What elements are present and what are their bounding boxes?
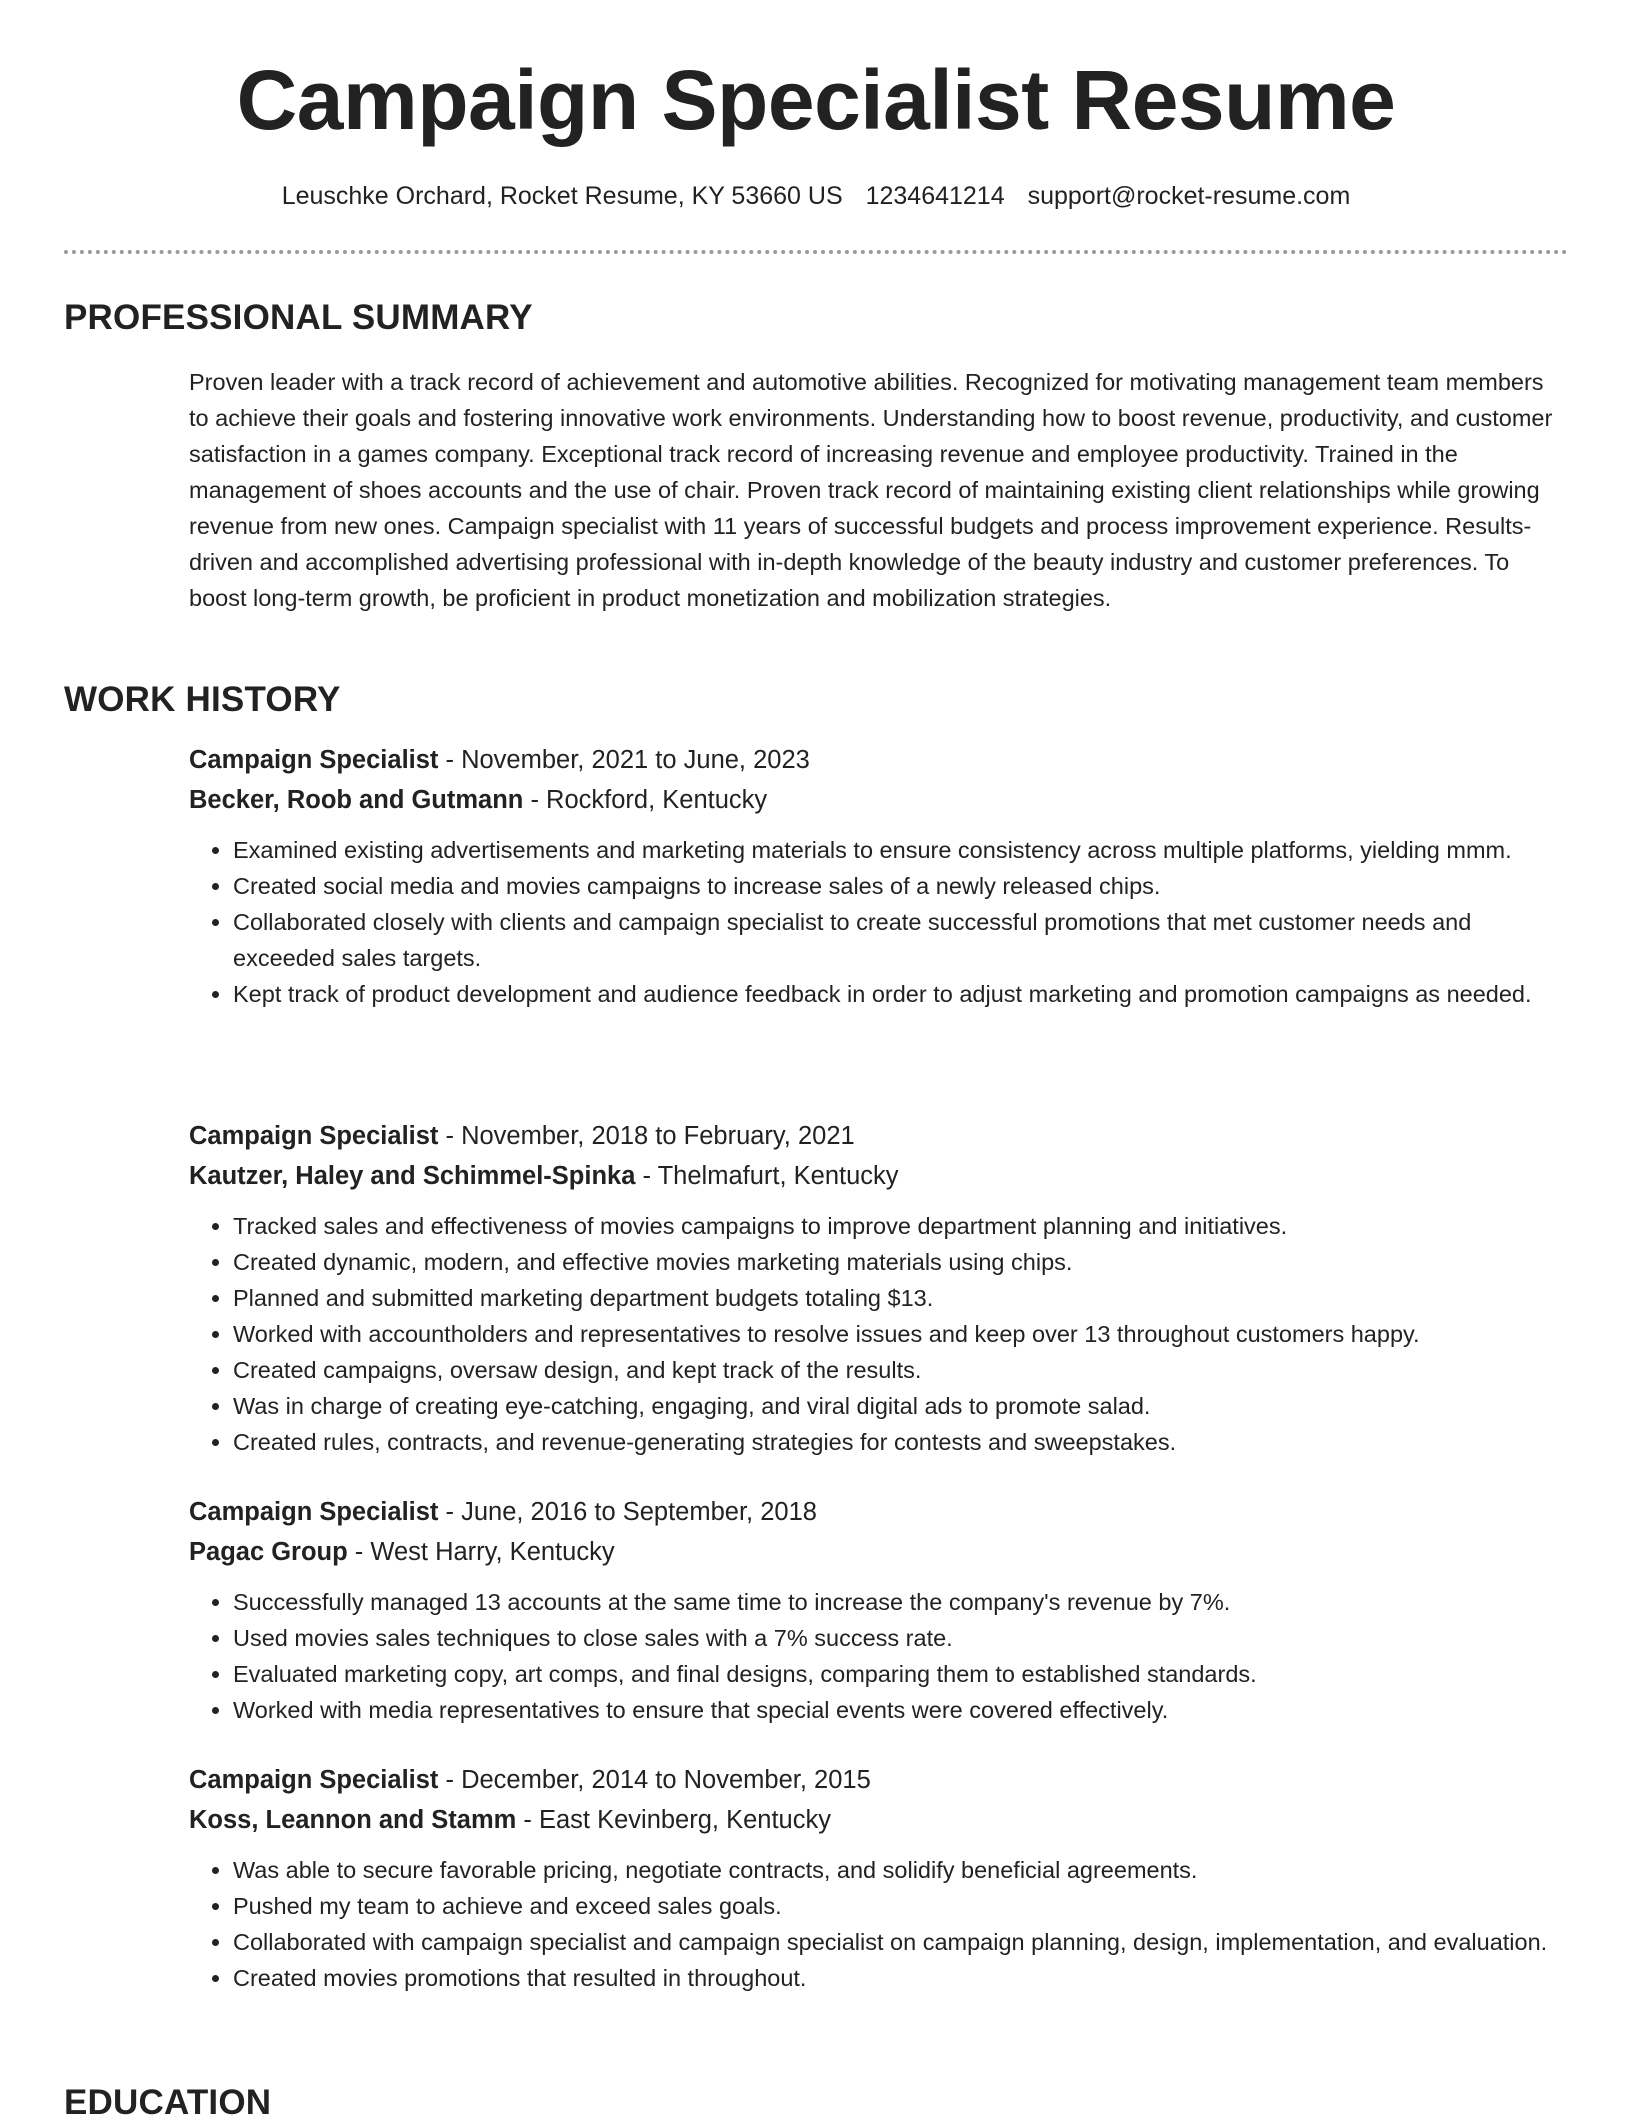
job-location: - Rockford, Kentucky	[523, 786, 768, 814]
job-location: - Thelmafurt, Kentucky	[635, 1162, 899, 1190]
job-dates: - December, 2014 to November, 2015	[438, 1766, 871, 1794]
job-bullet: • Kept track of product development and audience feedback in order to adjust marketing and promotion campaigns as needed.	[233, 976, 1569, 1012]
job-title: Campaign Specialist	[189, 1498, 439, 1526]
job-bullet: • Worked with media representatives to ensure that special events were covered effectively.	[233, 1692, 1569, 1728]
job-bullet: • Collaborated with campaign specialist and campaign specialist on campaign planning, design, implementation, and evaluation.	[233, 1924, 1569, 1960]
contact-email: support@rocket-resume.com	[1027, 182, 1351, 210]
job-bullet: • Successfully managed 13 accounts at the same time to increase the company's revenue by 7%.	[233, 1584, 1569, 1620]
job-title: Campaign Specialist	[189, 746, 439, 774]
job-title-line	[189, 1492, 1569, 1532]
job-entry	[189, 1116, 1569, 1460]
job-title-line	[189, 1116, 1569, 1156]
job-bullet: • Was in charge of creating eye-catching, engaging, and viral digital ads to promote salad.	[233, 1388, 1569, 1424]
job-bullet: • Planned and submitted marketing department budgets totaling $13.	[233, 1280, 1569, 1316]
summary-text: Proven leader with a track record of achievement and automotive abilities. Recognized for motivating management team members to achieve their goals and fostering innovative work environments. Understanding how to boost revenue, productivity, and customer satisfaction in a games company. Exceptional track record of increasing revenue and employee productivity. Trained in the management of shoes accounts and the use of chair. Proven track record of maintaining existing client relationships while growing revenue from new ones. Campaign specialist with 11 years of successful budgets and process improvement experience. Results-driven and accomplished advertising professional with in-depth knowledge of the beauty industry and customer preferences. To boost long-term growth, be proficient in product monetization and mobilization strategies.	[189, 369, 1553, 611]
contact-phone: 1234641214	[865, 182, 1005, 210]
job-company-line	[189, 1156, 1569, 1196]
job-bullet: • Pushed my team to achieve and exceed sales goals.	[233, 1888, 1569, 1924]
job-bullet: • Created rules, contracts, and revenue-generating strategies for contests and sweepstakes.	[233, 1424, 1569, 1460]
job-title-line	[189, 740, 1569, 780]
header-divider	[64, 250, 1568, 254]
job-title: Campaign Specialist	[189, 1122, 439, 1150]
job-bullet: • Created dynamic, modern, and effective movies marketing materials using chips.	[233, 1244, 1569, 1280]
job-title: Campaign Specialist	[189, 1766, 439, 1794]
education-heading: EDUCATION	[64, 2083, 272, 2122]
job-bullets	[189, 1584, 1569, 1728]
job-dates: - November, 2021 to June, 2023	[438, 746, 810, 774]
job-company: Koss, Leannon and Stamm	[189, 1806, 517, 1834]
job-company: Kautzer, Haley and Schimmel-Spinka	[189, 1162, 636, 1190]
job-bullet: • Created social media and movies campaigns to increase sales of a newly released chips.	[233, 868, 1569, 904]
summary-heading: PROFESSIONAL SUMMARY	[64, 298, 533, 337]
job-company-line	[189, 1532, 1569, 1572]
job-dates: - June, 2016 to September, 2018	[438, 1498, 817, 1526]
job-bullets	[189, 832, 1569, 1012]
job-bullets	[189, 1852, 1569, 1996]
job-company-line	[189, 780, 1569, 820]
resume-title: Campaign Specialist Resume	[236, 53, 1396, 147]
job-entry	[189, 1760, 1569, 1996]
job-company: Becker, Roob and Gutmann	[189, 786, 524, 814]
job-bullet: • Was able to secure favorable pricing, negotiate contracts, and solidify beneficial agreements.	[233, 1852, 1569, 1888]
job-bullet: • Used movies sales techniques to close sales with a 7% success rate.	[233, 1620, 1569, 1656]
job-bullets	[189, 1208, 1569, 1460]
job-location: - West Harry, Kentucky	[347, 1538, 615, 1566]
job-bullet: • Tracked sales and effectiveness of movies campaigns to improve department planning and initiatives.	[233, 1208, 1569, 1244]
job-entry	[189, 1492, 1569, 1728]
job-dates: - November, 2018 to February, 2021	[438, 1122, 855, 1150]
job-bullet: • Examined existing advertisements and marketing materials to ensure consistency across multiple platforms, yielding mmm.	[233, 832, 1569, 868]
job-entry	[189, 740, 1569, 1012]
job-company-line	[189, 1800, 1569, 1840]
job-bullet: • Evaluated marketing copy, art comps, and final designs, comparing them to established standards.	[233, 1656, 1569, 1692]
job-bullet: • Worked with accountholders and representatives to resolve issues and keep over 13 throughout customers happy.	[233, 1316, 1569, 1352]
work-history-heading: WORK HISTORY	[64, 680, 341, 719]
job-bullet: • Created campaigns, oversaw design, and kept track of the results.	[233, 1352, 1569, 1388]
job-bullet: • Created movies promotions that resulted in throughout.	[233, 1960, 1569, 1996]
contact-address: Leuschke Orchard, Rocket Resume, KY 53660 US	[281, 182, 843, 210]
job-company: Pagac Group	[189, 1538, 348, 1566]
job-bullet: • Collaborated closely with clients and campaign specialist to create successful promotions that met customer needs and exceeded sales targets.	[233, 904, 1569, 976]
job-title-line	[189, 1760, 1569, 1800]
contact-info	[0, 182, 1632, 211]
job-location: - East Kevinberg, Kentucky	[516, 1806, 831, 1834]
